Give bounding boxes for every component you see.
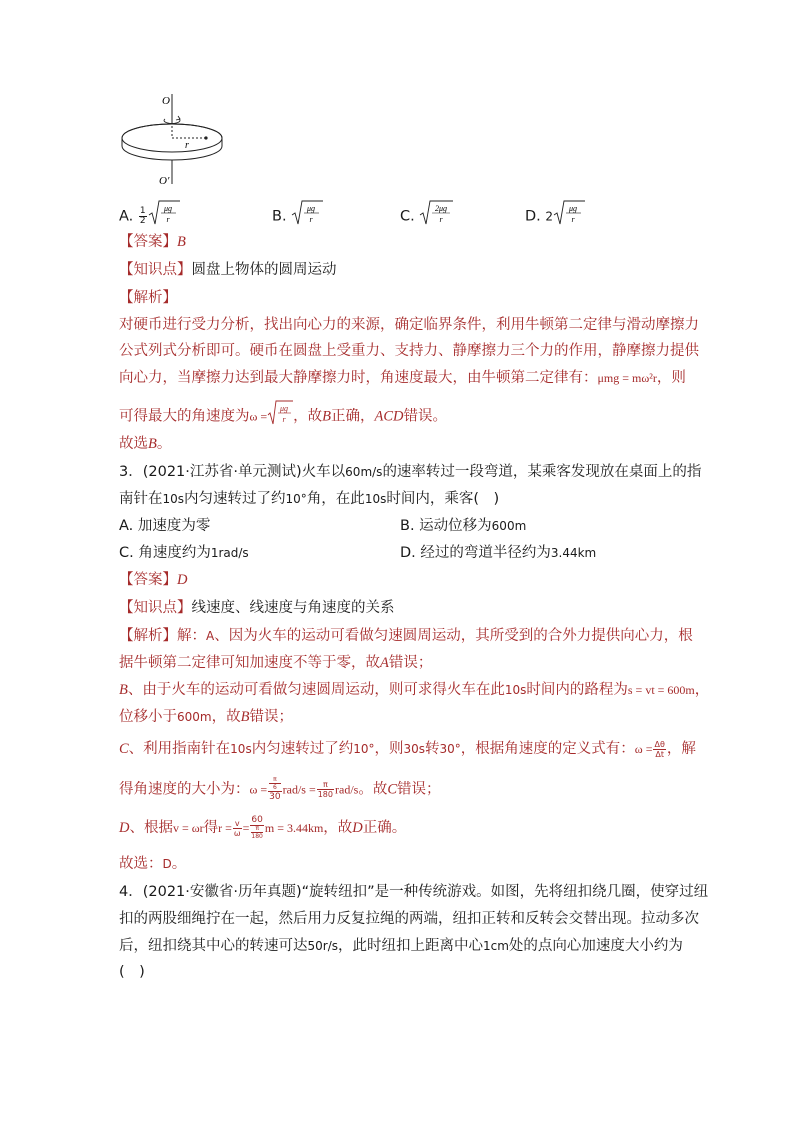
q3-option-c: C. 角速度约为1rad/s — [119, 545, 249, 561]
q3-option-d: D. 经过的弯道半径约为3.44km — [400, 545, 597, 561]
q4-stem-line1: 4．(2021·安徽省·历年真题)“旋转纽扣”是一种传统游戏。如图，先将纽扣绕几圈，使穿过纽 — [119, 884, 709, 900]
q2-option-b: B. μg r — [272, 200, 323, 233]
q3-analysis-line6: 得角速度的大小为：ω = π 6 30 rad/s = $\frac{\pi}{180}$ rad/s。故C错误； — [119, 776, 441, 802]
q3-option-b: B. 运动位移为600m — [400, 518, 527, 534]
q3-analysis-line5: C、利用指南针在10s内匀速转过了约10°，则30s转30°，根据角速度的定义式有：ω = $\frac{\Delta\theta}{\Delta t}$ ，解 — [119, 739, 696, 759]
svg-text:r: r — [309, 215, 313, 224]
q4-stem-line2: 扣的两股细绳拧在一起，然后用力反复拉绳的两端，纽扣正转和反转会交替出现。拉动多次 — [119, 911, 699, 927]
svg-text:μg: μg — [307, 204, 316, 213]
q2-option-a: A. $\frac{1}{2}$ μg r — [119, 200, 180, 233]
svg-text:μg: μg — [280, 404, 289, 413]
q3-analysis-line2: 据牛顿第二定律可知加速度不等于零，故A错误； — [119, 655, 433, 671]
q2-choose: 故选B。 — [119, 436, 172, 452]
svg-text:2μg: 2μg — [435, 204, 448, 213]
q2-analysis-line3: 向心力，当摩擦力达到最大静摩擦力时，角速度最大，由牛顿第二定律有：μmg = mω²r，则 — [119, 370, 686, 386]
q2-answer: 【答案】B — [119, 234, 186, 250]
q3-analysis-line1: 【解析】解：A、因为火车的运动可看做匀速圆周运动，其所受到的合外力提供向心力，根 — [119, 628, 693, 644]
label-o-prime: O′ — [159, 175, 170, 187]
q3-analysis-line7: D、根据v = ωr得r = $\frac{v}{\omega}$ = 60 π 180 m = 3.44km，故D正确。 — [119, 815, 407, 840]
q4-stem-line3: 后，纽扣绕其中心的转速可达50r/s，此时纽扣上距离中心1cm处的点向心加速度大小约为 — [119, 938, 683, 954]
disc-figure — [115, 92, 235, 192]
svg-text:r: r — [282, 415, 286, 424]
svg-text:r: r — [571, 215, 575, 224]
q2-option-c: C. 2μg r — [400, 200, 453, 233]
q2-option-d: D. 2 μg r — [525, 200, 585, 233]
q3-option-a: A. 加速度为零 — [119, 518, 211, 534]
q3-analysis-line3: B、由于火车的运动可看做匀速圆周运动，则可求得火车在此10s时间内的路程为s = vt = 600m， — [119, 682, 710, 698]
q3-answer: 【答案】D — [119, 572, 188, 588]
q2-analysis-tag: 【解析】 — [119, 290, 177, 306]
q2-analysis-line1: 对硬币进行受力分析，找出向心力的来源，确定临界条件，利用牛顿第二定律与滑动摩擦力 — [119, 317, 699, 333]
svg-text:r: r — [439, 215, 443, 224]
q2-analysis-line2: 公式列式分析即可。硬币在圆盘上受重力、支持力、静摩擦力三个力的作用，静摩擦力提供 — [119, 343, 699, 359]
svg-text:μg: μg — [569, 204, 578, 213]
q3-knowledge-point: 【知识点】线速度、线速度与角速度的关系 — [119, 600, 395, 616]
label-o: O — [162, 95, 170, 107]
q3-choose: 故选：D。 — [119, 856, 187, 872]
q3-analysis-line4: 位移小于600m，故B错误； — [119, 709, 293, 725]
q2-knowledge-point: 【知识点】圆盘上物体的圆周运动 — [119, 262, 337, 278]
svg-text:r: r — [166, 215, 170, 224]
q4-stem-line4: ( ) — [119, 964, 145, 980]
svg-text:μg: μg — [163, 204, 172, 213]
q2-analysis-line4: 可得最大的角速度为ω = μg r ，故B正确，ACD错误。 — [119, 400, 447, 433]
q3-stem-line1: 3．(2021·江苏省·单元测试)火车以60m/s的速率转过一段弯道，某乘客发现放在桌面上的指 — [119, 464, 702, 480]
q3-stem-line2: 南针在10s内匀速转过了约10°角，在此10s时间内，乘客( ) — [119, 491, 500, 507]
label-r: r — [185, 140, 189, 151]
